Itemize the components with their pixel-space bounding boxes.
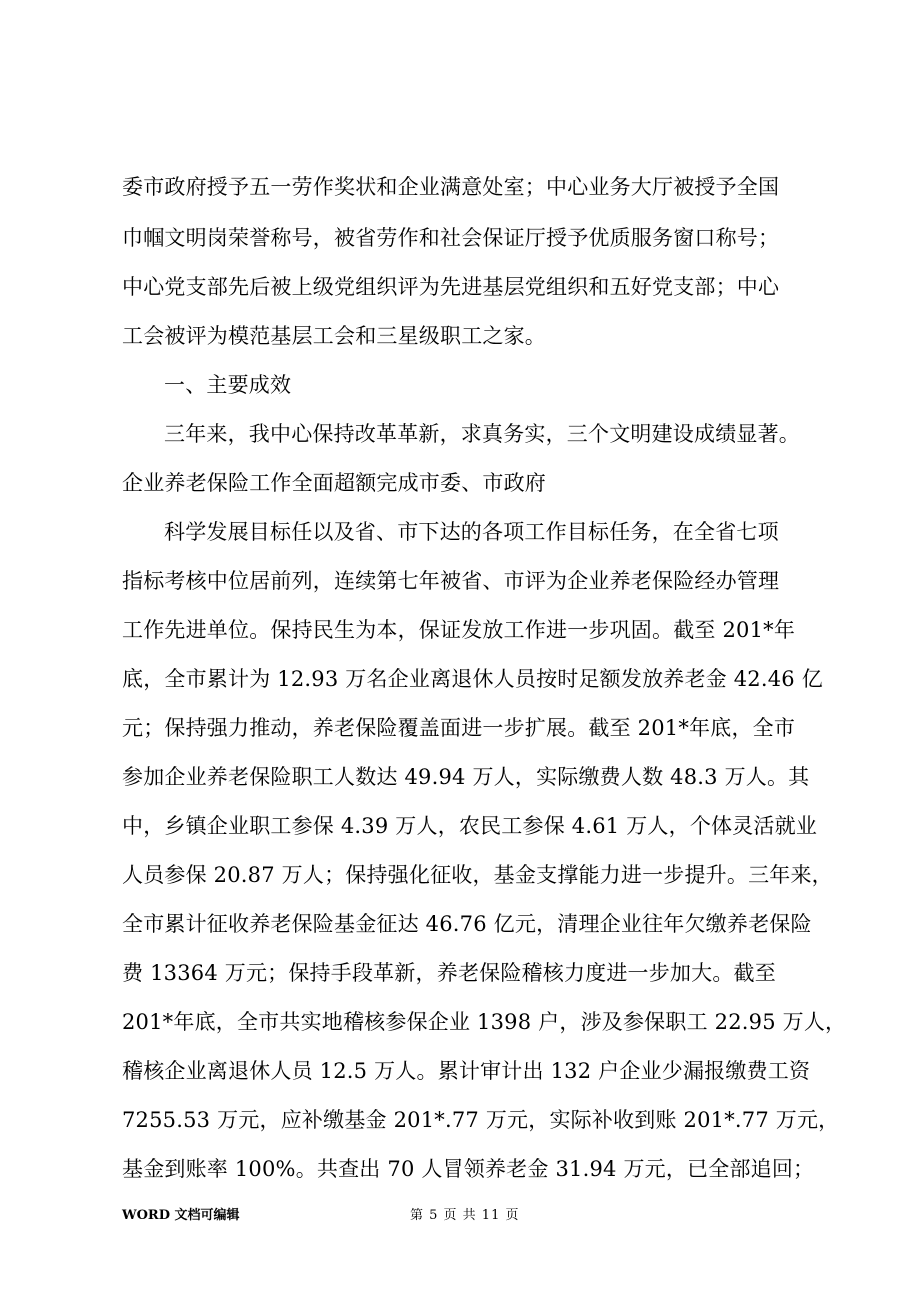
body-text-line: 元；保持强力推动，养老保险覆盖面进一步扩展。截至 201*年底，全市 [122, 716, 796, 740]
body-text-line: 指标考核中位居前列，连续第七年被省、市评为企业养老保险经办管理 [122, 569, 780, 593]
body-text-line: 工作先进单位。保持民生为本，保证发放工作进一步巩固。截至 201*年 [122, 618, 796, 642]
body-text-line: 费 13364 万元；保持手段革新，养老保险稽核力度进一步加大。截至 [122, 961, 776, 985]
page-number: 第 5 页 共 11 页 [410, 1208, 520, 1223]
body-text-line: 稽核企业离退休人员 12.5 万人。累计审计出 132 户企业少漏报缴费工资 [122, 1059, 811, 1083]
body-text-line: 企业养老保险工作全面超额完成市委、市政府 [122, 471, 546, 495]
body-text-line: 巾帼文明岗荣誉称号，被省劳作和社会保证厅授予优质服务窗口称号； [122, 226, 780, 250]
footer-editable-note: WORD 文档可编辑 [122, 1208, 240, 1223]
body-text-line: 工会被评为模范基层工会和三星级职工之家。 [122, 324, 546, 348]
body-text-line: 委市政府授予五一劳作奖状和企业满意处室；中心业务大厅被授予全国 [122, 175, 780, 199]
body-text-line: 中心党支部先后被上级党组织评为先进基层党组织和五好党支部；中心 [122, 275, 780, 299]
body-text-line: 参加企业养老保险职工人数达 49.94 万人，实际缴费人数 48.3 万人。其 [122, 765, 810, 789]
section-heading: 一、主要成效 [164, 373, 292, 397]
body-text-line: 科学发展目标任以及省、市下达的各项工作目标任务，在全省七项 [164, 520, 779, 544]
body-text-line: 全市累计征收养老保险基金征达 46.76 亿元，清理企业往年欠缴养老保险 [122, 912, 812, 936]
body-text-line: 7255.53 万元，应补缴基金 201*.77 万元，实际补收到账 201*.77 万元， [122, 1108, 840, 1132]
body-text-line: 三年来，我中心保持改革革新，求真务实，三个文明建设成绩显著。 [164, 422, 800, 446]
body-text-line: 人员参保 20.87 万人；保持强化征收，基金支撑能力进一步提升。三年来， [122, 863, 833, 887]
body-text-line: 201*年底，全市共实地稽核参保企业 1398 户，涉及参保职工 22.95 万人， [122, 1010, 847, 1034]
body-text-line: 基金到账率 100%。共查出 70 人冒领养老金 31.94 万元，已全部追回； [122, 1157, 815, 1181]
body-text-line: 底，全市累计为 12.93 万名企业离退休人员按时足额发放养老金 42.46 亿 [122, 667, 823, 691]
body-text-line: 中，乡镇企业职工参保 4.39 万人，农民工参保 4.61 万人，个体灵活就业 [122, 814, 818, 838]
